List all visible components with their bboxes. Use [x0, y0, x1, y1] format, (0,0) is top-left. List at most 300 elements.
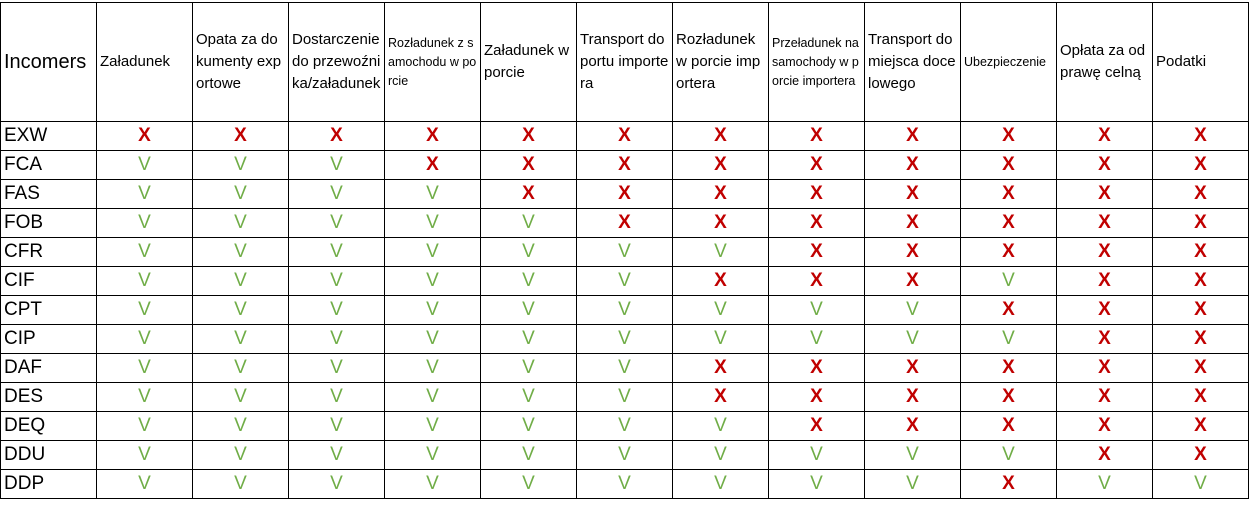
cross-mark-icon: X — [714, 357, 727, 378]
col-header: Opłata za odprawę celną — [1057, 3, 1153, 122]
table-cell — [385, 151, 481, 180]
cross-mark-icon: X — [1194, 183, 1207, 204]
check-mark-icon: V — [906, 328, 919, 349]
table-cell — [1057, 238, 1153, 267]
table-cell — [481, 354, 577, 383]
cross-mark-icon: X — [1098, 415, 1111, 436]
table-cell — [1057, 470, 1153, 499]
table-cell — [385, 470, 481, 499]
check-mark-icon: V — [618, 270, 631, 291]
check-mark-icon: V — [330, 154, 343, 175]
cross-mark-icon: X — [810, 415, 823, 436]
check-mark-icon: V — [234, 154, 247, 175]
check-mark-icon: V — [426, 473, 439, 494]
table-cell — [97, 122, 193, 151]
table-row — [1, 151, 1249, 180]
table-row — [1, 180, 1249, 209]
cross-mark-icon: X — [618, 212, 631, 233]
check-mark-icon: V — [1098, 473, 1111, 494]
row-label: CIF — [1, 267, 97, 296]
col-header: Podatki — [1153, 3, 1249, 122]
check-mark-icon: V — [330, 183, 343, 204]
table-cell — [577, 267, 673, 296]
cross-mark-icon: X — [1194, 154, 1207, 175]
check-mark-icon: V — [234, 473, 247, 494]
check-mark-icon: V — [810, 473, 823, 494]
table-cell — [673, 151, 769, 180]
check-mark-icon: V — [234, 241, 247, 262]
cross-mark-icon: X — [906, 154, 919, 175]
table-cell — [385, 238, 481, 267]
table-cell — [193, 122, 289, 151]
check-mark-icon: V — [234, 386, 247, 407]
table-cell — [961, 151, 1057, 180]
table-body — [1, 122, 1249, 499]
table-cell — [97, 354, 193, 383]
cross-mark-icon: X — [810, 183, 823, 204]
cross-mark-icon: X — [426, 154, 439, 175]
table-cell — [769, 238, 865, 267]
table-cell — [1153, 470, 1249, 499]
table-cell — [865, 470, 961, 499]
cross-mark-icon: X — [1098, 328, 1111, 349]
table-cell — [865, 209, 961, 238]
check-mark-icon: V — [138, 386, 151, 407]
col-header: Dostarczenie do przewoźnika/załadunek — [289, 3, 385, 122]
row-label: DAF — [1, 354, 97, 383]
table-cell — [673, 325, 769, 354]
table-cell — [1153, 151, 1249, 180]
check-mark-icon: V — [618, 328, 631, 349]
table-cell — [673, 238, 769, 267]
cross-mark-icon: X — [810, 125, 823, 146]
table-cell — [1153, 296, 1249, 325]
table-cell — [769, 151, 865, 180]
table-cell — [865, 441, 961, 470]
col-header: Załadunek w porcie — [481, 3, 577, 122]
cross-mark-icon: X — [906, 241, 919, 262]
check-mark-icon: V — [618, 357, 631, 378]
table-cell — [97, 296, 193, 325]
table-cell — [1153, 238, 1249, 267]
cross-mark-icon: X — [1098, 386, 1111, 407]
table-cell — [577, 470, 673, 499]
cross-mark-icon: X — [714, 270, 727, 291]
table-cell — [1057, 180, 1153, 209]
table-cell — [673, 441, 769, 470]
check-mark-icon: V — [138, 299, 151, 320]
cross-mark-icon: X — [714, 212, 727, 233]
check-mark-icon: V — [906, 299, 919, 320]
cross-mark-icon: X — [1002, 299, 1015, 320]
check-mark-icon: V — [426, 357, 439, 378]
cross-mark-icon: X — [906, 212, 919, 233]
check-mark-icon: V — [138, 444, 151, 465]
col-header: Załadunek — [97, 3, 193, 122]
table-row — [1, 383, 1249, 412]
cross-mark-icon: X — [1098, 444, 1111, 465]
check-mark-icon: V — [234, 270, 247, 291]
table-cell — [97, 267, 193, 296]
table-cell — [481, 325, 577, 354]
table-cell — [961, 238, 1057, 267]
check-mark-icon: V — [714, 299, 727, 320]
table-cell — [769, 325, 865, 354]
table-cell — [865, 267, 961, 296]
table-row — [1, 441, 1249, 470]
table-cell — [193, 209, 289, 238]
check-mark-icon: V — [618, 444, 631, 465]
col-header: Opata za dokumenty exportowe — [193, 3, 289, 122]
table-row — [1, 267, 1249, 296]
table-cell — [865, 122, 961, 151]
table-cell — [97, 151, 193, 180]
check-mark-icon: V — [522, 415, 535, 436]
check-mark-icon: V — [426, 415, 439, 436]
table-cell — [385, 209, 481, 238]
table-cell — [1153, 267, 1249, 296]
table-cell — [481, 441, 577, 470]
check-mark-icon: V — [138, 415, 151, 436]
check-mark-icon: V — [234, 444, 247, 465]
table-cell — [1153, 325, 1249, 354]
row-label: FOB — [1, 209, 97, 238]
cross-mark-icon: X — [1002, 125, 1015, 146]
col-header: Przeładunek na samochody w porcie importera — [769, 3, 865, 122]
cross-mark-icon: X — [810, 154, 823, 175]
row-label: FCA — [1, 151, 97, 180]
check-mark-icon: V — [522, 386, 535, 407]
cross-mark-icon: X — [1194, 328, 1207, 349]
table-cell — [193, 151, 289, 180]
check-mark-icon: V — [810, 299, 823, 320]
table-cell — [865, 296, 961, 325]
table-cell — [1057, 412, 1153, 441]
table-cell — [769, 296, 865, 325]
cross-mark-icon: X — [906, 386, 919, 407]
table-cell — [97, 180, 193, 209]
cross-mark-icon: X — [1194, 415, 1207, 436]
table-cell — [961, 383, 1057, 412]
table-cell — [865, 325, 961, 354]
cross-mark-icon: X — [618, 154, 631, 175]
table-row — [1, 296, 1249, 325]
table-cell — [97, 412, 193, 441]
table-cell — [577, 296, 673, 325]
row-label: CIP — [1, 325, 97, 354]
check-mark-icon: V — [426, 212, 439, 233]
table-cell — [385, 180, 481, 209]
table-cell — [961, 267, 1057, 296]
cross-mark-icon: X — [1098, 299, 1111, 320]
table-row — [1, 412, 1249, 441]
table-cell — [385, 441, 481, 470]
table-cell — [481, 209, 577, 238]
check-mark-icon: V — [714, 473, 727, 494]
check-mark-icon: V — [522, 357, 535, 378]
table-cell — [97, 383, 193, 412]
check-mark-icon: V — [426, 270, 439, 291]
table-cell — [865, 383, 961, 412]
check-mark-icon: V — [906, 444, 919, 465]
cross-mark-icon: X — [906, 415, 919, 436]
table-cell — [1153, 383, 1249, 412]
table-cell — [577, 325, 673, 354]
check-mark-icon: V — [426, 444, 439, 465]
check-mark-icon: V — [234, 415, 247, 436]
table-cell — [577, 412, 673, 441]
table-cell — [481, 296, 577, 325]
table-cell — [769, 267, 865, 296]
check-mark-icon: V — [426, 241, 439, 262]
cross-mark-icon: X — [1002, 415, 1015, 436]
check-mark-icon: V — [138, 357, 151, 378]
check-mark-icon: V — [522, 299, 535, 320]
check-mark-icon: V — [234, 183, 247, 204]
check-mark-icon: V — [330, 212, 343, 233]
cross-mark-icon: X — [1194, 444, 1207, 465]
table-cell — [673, 412, 769, 441]
cross-mark-icon: X — [1194, 212, 1207, 233]
table-cell — [97, 470, 193, 499]
table-cell — [289, 354, 385, 383]
table-row — [1, 325, 1249, 354]
check-mark-icon: V — [618, 415, 631, 436]
table-cell — [1057, 296, 1153, 325]
cross-mark-icon: X — [1098, 270, 1111, 291]
table-cell — [385, 267, 481, 296]
cross-mark-icon: X — [234, 125, 247, 146]
check-mark-icon: V — [1194, 473, 1207, 494]
cross-mark-icon: X — [810, 212, 823, 233]
cross-mark-icon: X — [618, 183, 631, 204]
cross-mark-icon: X — [714, 386, 727, 407]
table-cell — [673, 383, 769, 412]
table-cell — [193, 296, 289, 325]
check-mark-icon: V — [714, 328, 727, 349]
check-mark-icon: V — [234, 357, 247, 378]
col-header: Rozładunek w porcie importera — [673, 3, 769, 122]
cross-mark-icon: X — [714, 154, 727, 175]
cross-mark-icon: X — [522, 154, 535, 175]
table-cell — [769, 122, 865, 151]
cross-mark-icon: X — [1098, 212, 1111, 233]
table-cell — [1057, 441, 1153, 470]
header-row — [1, 3, 1249, 122]
check-mark-icon: V — [138, 473, 151, 494]
table-cell — [385, 354, 481, 383]
table-cell — [961, 412, 1057, 441]
table-cell — [289, 441, 385, 470]
table-cell — [1153, 122, 1249, 151]
table-cell — [1153, 180, 1249, 209]
check-mark-icon: V — [714, 241, 727, 262]
table-cell — [385, 122, 481, 151]
table-cell — [865, 238, 961, 267]
table-cell — [1153, 412, 1249, 441]
table-cell — [385, 325, 481, 354]
check-mark-icon: V — [426, 183, 439, 204]
check-mark-icon: V — [330, 444, 343, 465]
table-cell — [289, 325, 385, 354]
table-cell — [289, 238, 385, 267]
table-cell — [289, 470, 385, 499]
table-cell — [961, 325, 1057, 354]
check-mark-icon: V — [522, 473, 535, 494]
row-label: EXW — [1, 122, 97, 151]
table-cell — [769, 383, 865, 412]
table-cell — [97, 441, 193, 470]
table-row — [1, 470, 1249, 499]
table-cell — [865, 180, 961, 209]
check-mark-icon: V — [618, 473, 631, 494]
cross-mark-icon: X — [1098, 183, 1111, 204]
table-cell — [289, 122, 385, 151]
table-cell — [193, 325, 289, 354]
table-cell — [577, 383, 673, 412]
cross-mark-icon: X — [1194, 125, 1207, 146]
table-cell — [961, 441, 1057, 470]
table-cell — [193, 238, 289, 267]
table-cell — [865, 412, 961, 441]
check-mark-icon: V — [810, 444, 823, 465]
table-cell — [97, 325, 193, 354]
table-cell — [577, 122, 673, 151]
table-cell — [481, 470, 577, 499]
table-row — [1, 209, 1249, 238]
table-cell — [961, 122, 1057, 151]
table-cell — [193, 412, 289, 441]
table-cell — [385, 383, 481, 412]
table-cell — [289, 151, 385, 180]
table-cell — [769, 209, 865, 238]
table-cell — [481, 122, 577, 151]
check-mark-icon: V — [522, 444, 535, 465]
cross-mark-icon: X — [810, 241, 823, 262]
table-cell — [769, 441, 865, 470]
table-cell — [193, 267, 289, 296]
cross-mark-icon: X — [1098, 154, 1111, 175]
col-header: Transport do miejsca docelowego — [865, 3, 961, 122]
check-mark-icon: V — [618, 299, 631, 320]
table-cell — [673, 470, 769, 499]
cross-mark-icon: X — [906, 183, 919, 204]
check-mark-icon: V — [330, 299, 343, 320]
check-mark-icon: V — [234, 328, 247, 349]
table-cell — [193, 441, 289, 470]
row-label: DDP — [1, 470, 97, 499]
cross-mark-icon: X — [810, 357, 823, 378]
check-mark-icon: V — [1002, 328, 1015, 349]
table-cell — [481, 412, 577, 441]
table-cell — [673, 209, 769, 238]
cross-mark-icon: X — [714, 125, 727, 146]
table-cell — [481, 383, 577, 412]
cross-mark-icon: X — [1002, 212, 1015, 233]
row-label: FAS — [1, 180, 97, 209]
cross-mark-icon: X — [810, 386, 823, 407]
table-cell — [673, 267, 769, 296]
cross-mark-icon: X — [1098, 357, 1111, 378]
table-cell — [1057, 354, 1153, 383]
table-cell — [673, 296, 769, 325]
check-mark-icon: V — [330, 241, 343, 262]
table-cell — [961, 180, 1057, 209]
table-cell — [193, 470, 289, 499]
table-cell — [289, 296, 385, 325]
table-row — [1, 122, 1249, 151]
table-cell — [961, 354, 1057, 383]
table-cell — [577, 209, 673, 238]
table-cell — [97, 238, 193, 267]
table-cell — [1057, 209, 1153, 238]
check-mark-icon: V — [234, 299, 247, 320]
table-cell — [481, 267, 577, 296]
cross-mark-icon: X — [1002, 357, 1015, 378]
table-cell — [961, 209, 1057, 238]
check-mark-icon: V — [522, 270, 535, 291]
corner-label: Incomers — [1, 3, 97, 122]
check-mark-icon: V — [138, 154, 151, 175]
check-mark-icon: V — [330, 270, 343, 291]
cross-mark-icon: X — [1002, 154, 1015, 175]
table-row — [1, 238, 1249, 267]
check-mark-icon: V — [138, 183, 151, 204]
table-cell — [673, 122, 769, 151]
cross-mark-icon: X — [906, 357, 919, 378]
col-header: Transport do portu importera — [577, 3, 673, 122]
table-cell — [577, 151, 673, 180]
check-mark-icon: V — [522, 212, 535, 233]
cross-mark-icon: X — [906, 270, 919, 291]
row-label: DES — [1, 383, 97, 412]
table-cell — [865, 151, 961, 180]
cross-mark-icon: X — [1098, 241, 1111, 262]
cross-mark-icon: X — [618, 125, 631, 146]
table-cell — [289, 267, 385, 296]
cross-mark-icon: X — [1194, 241, 1207, 262]
table-cell — [769, 354, 865, 383]
table-cell — [289, 412, 385, 441]
table-cell — [673, 180, 769, 209]
cross-mark-icon: X — [426, 125, 439, 146]
table-cell — [769, 412, 865, 441]
table-cell — [193, 180, 289, 209]
check-mark-icon: V — [1002, 444, 1015, 465]
check-mark-icon: V — [234, 212, 247, 233]
check-mark-icon: V — [330, 357, 343, 378]
check-mark-icon: V — [426, 299, 439, 320]
cross-mark-icon: X — [330, 125, 343, 146]
cross-mark-icon: X — [1002, 473, 1015, 494]
table-cell — [1057, 122, 1153, 151]
cross-mark-icon: X — [906, 125, 919, 146]
table-cell — [577, 238, 673, 267]
cross-mark-icon: X — [1002, 386, 1015, 407]
check-mark-icon: V — [330, 386, 343, 407]
col-header: Rozładunek z samochodu w porcie — [385, 3, 481, 122]
table-cell — [1057, 267, 1153, 296]
table-cell — [1057, 383, 1153, 412]
row-label: CPT — [1, 296, 97, 325]
cross-mark-icon: X — [714, 183, 727, 204]
cross-mark-icon: X — [1194, 357, 1207, 378]
table-cell — [193, 383, 289, 412]
table-cell — [481, 151, 577, 180]
table-cell — [769, 470, 865, 499]
cross-mark-icon: X — [138, 125, 151, 146]
table-cell — [577, 354, 673, 383]
